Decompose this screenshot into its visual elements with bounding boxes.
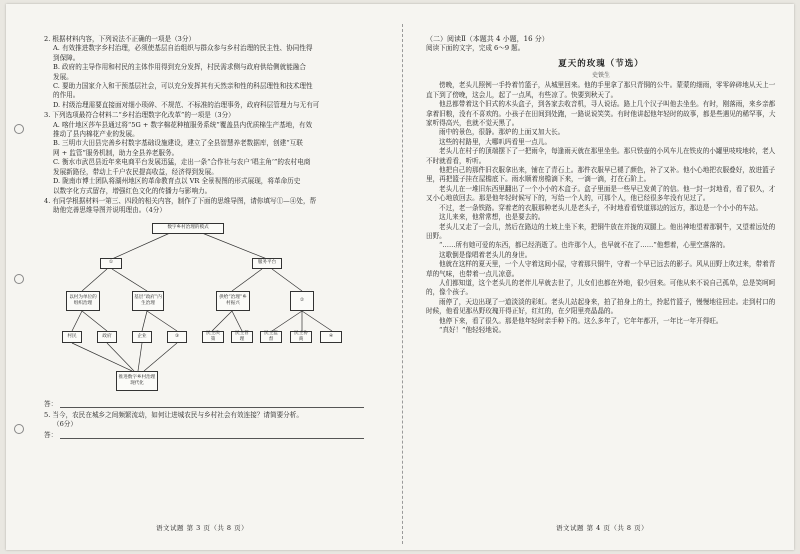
mindmap-mid-node: 供给“治理”乡村振兴: [216, 291, 250, 311]
mindmap-leaf-node: 政府: [97, 331, 117, 343]
q3-option: C. 衡水市武邑县近年来电商平台发展迅猛，走出一条“合作社与农户‘唱主角’”的农村电商: [53, 158, 311, 167]
connector: [112, 233, 170, 259]
connector: [72, 311, 82, 331]
passage-paragraph: 雨停了，天边出现了一道淡淡的彩虹。老头儿站起身来，拍了拍身上的土，拎起竹篮子，慢慢地往回走。走到村口的时候，他看见那丛野玫瑰开得正好，红红的，在夕阳里亮晶晶的。: [426, 297, 776, 316]
answer-label: 答：: [44, 430, 58, 439]
mind-map-diagram: [52, 219, 352, 399]
mindmap-mid-node: 以村为单位的组织治理: [66, 291, 100, 311]
passage-paragraph: 傍晚，老头儿照例一手拎着竹篮子，从城里回来。他的手里拿了那只青铜的公牛。蒙蒙的细雨，零零碎碎地从天上一直下到了傍晚，这会儿，起了一点风，有些凉了。快要到秋天了。: [426, 81, 776, 99]
q4-stem-cont: 助他完善思维导图并说明理由。（4分）: [53, 206, 166, 215]
q2-option: A. 有效推进数字乡村治理，必须使基层自治组织与群众参与乡村治理的民主性、协同性得: [53, 44, 313, 53]
passage-paragraph: “……所有她可爱的东西，都已经消逝了。也许那个人，也早就不在了……”他想着，心里空落落的。: [439, 241, 730, 250]
passage-paragraph: 他停下来，看了很久。那是他年轻时亲手种下的。这么多年了，它年年都开，一年比一年开得旺。: [439, 316, 723, 325]
connector: [272, 269, 302, 291]
q2-option: C. 要助力国家介入和干预基层社会，可以充分发挥其有天然亲和性的科层理性和技术理性: [53, 82, 313, 91]
mindmap-leaf-node: 企业: [132, 331, 152, 343]
q3-option: D. 陇南市博士团队将湖州地区的革命教育点以 VR 全景视图的形式展现，将革命历史: [53, 177, 301, 186]
q2-option: B. 政府的主导作用和村民的主体作用得到充分发挥，村民需求侧与政府供给侧就能融合: [53, 63, 307, 72]
passage-paragraph: 雨中的景色，很静。那炉的上面又加大长。: [439, 128, 565, 137]
connector: [72, 343, 132, 371]
answer-rule: [60, 438, 364, 439]
passage-paragraph: 他就在这样的夏天里，一个人守着这间小屋，守着那只铜牛，守着一个早已远去的影子。风从田野上吹过来，带着青草的气味，也带着一点儿凉意。: [426, 260, 776, 278]
mindmap-leaf-node: 民主决策: [202, 331, 224, 343]
q3-option: 发展新路径，带动上千户农民提高收益，经济得到发展。: [53, 167, 218, 176]
right-page: [426, 34, 776, 335]
section-heading: （二）阅读Ⅱ（本题共 4 小题，16 分）: [426, 35, 549, 43]
mindmap-left-branch-blank: ①: [100, 258, 122, 269]
connector: [147, 311, 177, 331]
mindmap-mid-node: 基层“政府”内生治理: [132, 291, 164, 311]
binding-hole: [14, 124, 24, 134]
binding-hole: [14, 274, 24, 284]
connector: [202, 233, 267, 259]
mindmap-leaf-node: 村民: [62, 331, 82, 343]
q3-option: A. 喀什地区莎车县通过将“5G + 数字棉花种植服务系统”覆盖县内优质棉生产基地，有效: [53, 120, 313, 129]
connector: [82, 311, 107, 331]
connector: [107, 343, 134, 371]
passage-author: 史铁生: [591, 72, 610, 80]
mindmap-root-node: 数字乡村治理的模式: [152, 223, 224, 234]
passage-paragraph: 老头儿又走了一会儿，然后在路边的土坡上坐下来，把铜牛放在并拢的双腿上。他出神地望着那铜牛，又望着远处的田野。: [426, 222, 776, 240]
q5-stem: 5. 当今，农民在城乡之间频繁流动，如何让进城农民与乡村社会有效连接？请简要分析。: [44, 410, 303, 419]
passage-paragraph: 不过，老一条铁路。穿着老的衣服那种老头儿是老头子，不时地看看铁道那边的远方，那边是一个小小的车站。: [439, 203, 763, 212]
q2-option: 发展。: [53, 72, 73, 81]
mindmap-leaf-node-blank: ④: [320, 331, 342, 343]
passage-paragraph: 他总都带着这个旧式的木头盒子，到各家去收音机，寻人说话。路上几个汉子叫他去坐坐。有时，刚落雨，来乡亲都拿着旧粮，没有不喜欢的。小孩子在田间到处跑，一路说说笑笑。有时他讲起他年轻时的故事，都是些遇见的稀罕事，大家听得高兴，也就不觉天黑了。: [426, 100, 776, 128]
connector: [272, 311, 302, 331]
mindmap-leaf-node: 民主监督: [260, 331, 282, 343]
left-page: [44, 34, 394, 441]
binding-hole: [14, 424, 24, 434]
q4-answer-line[interactable]: [44, 399, 394, 410]
passage-paragraph: 人们都知道，这个老头儿的老伴儿早就去世了，儿女们也都在外地，很少回来。可他从来不说自己孤单，总是笑呵呵的，像个孩子。: [426, 278, 776, 297]
connector: [144, 343, 177, 371]
passage-paragraph: 老头儿在村子的顶端摆下了一把雨伞，每逢雨天就在那里坐坐。那只铁壶的小风车儿在铁皮的小罐里吱吱地转，老人不时就看看，听听。: [426, 147, 776, 165]
q3-stem: 3. 下列选项最符合材料二“乡村治理数字化改革”的一项是（3分）: [44, 111, 235, 120]
q3-option: 推动了县内棉花产业的发展。: [53, 130, 139, 139]
passage-paragraph: 这歌倒是像唱着老头儿的身世。: [439, 250, 532, 259]
q3-option: 网 + 监管”服务机制，助力全县养老服务。: [53, 148, 179, 157]
connector: [232, 269, 262, 291]
passage-paragraph: 老头儿在一堆旧东西里翻出了一个小小的木盒子。盒子里面是一些早已发黄了的信。他一封一封地看，看了很久，才又小心地放回去。那是他年轻时候写下的，写给一个人的，可那个人，他已经很多年没有见过了。: [426, 184, 776, 203]
q3-option: 以数字化方式留存，增强红色文化的传播力与影响力。: [53, 186, 212, 195]
connector: [302, 311, 332, 331]
q2-option: D. 村级治理需要直接面对细小琐碎、不规范、不标准的治理事务，政府科层管理力与无有可: [53, 100, 320, 109]
exam-sheet: [6, 4, 794, 550]
answer-rule: [60, 407, 364, 408]
passage-title: 夏天的玫瑰（节选）: [558, 59, 644, 70]
connector: [112, 269, 147, 291]
binding-holes: [12, 4, 26, 550]
mindmap-leaf-node: 民主管理: [231, 331, 253, 343]
answer-label: 答：: [44, 399, 58, 408]
connector: [142, 311, 147, 331]
q2-option: 到保障。: [53, 53, 80, 62]
passage-paragraph: “真好！”他轻轻地说。: [439, 325, 506, 334]
q3-option: B. 三明市大田县完善乡村数字基础设施建设，建立了全县智慧养老数据库，创建“互联: [53, 139, 303, 148]
q5-score: （6分）: [53, 420, 77, 429]
right-page-footer: 语文试题 第 4 页（共 8 页）: [556, 524, 649, 532]
connector: [138, 343, 142, 371]
connector: [82, 269, 107, 291]
mindmap-leaf-node-blank: ③: [167, 331, 187, 343]
passage-paragraph: 他把自己的那件旧衣服拿出来，铺在了青石上。那件衣服早已褪了颜色，补了又补。他小心地把衣服叠好，放进篮子里，再把篮子挂在屋檐底下。雨水顺着房檐滴下来，一滴一滴，打在石阶上。: [426, 166, 776, 184]
left-page-footer: 语文试题 第 3 页（共 8 页）: [156, 524, 249, 532]
section-instruction: 阅读下面的文字，完成 6～9 题。: [426, 44, 525, 52]
q2-stem: 2. 根据材料内容，下列说法不正确的一项是（3分）: [44, 35, 196, 43]
passage-paragraph: 这儿来来，他常常想，也是要去的。: [439, 213, 545, 222]
mindmap-mid-node-blank: ②: [290, 291, 314, 311]
mindmap-leaf-node: 民主协商: [290, 331, 312, 343]
q4-stem: 4. 有同学根据材料一第三、四段的相关内容，制作了下面的思维导图，请你填写①—④处，帮: [44, 196, 317, 205]
connector: [212, 311, 232, 331]
mindmap-bottom-node: 推进数字乡村治理现代化: [116, 371, 158, 391]
q5-answer-line[interactable]: [44, 430, 394, 441]
page-gutter: [402, 24, 403, 544]
q2-option: 的作用。: [53, 91, 80, 100]
passage-paragraph: 这些的村路里，大哪叭吗看里一点儿。: [439, 137, 552, 146]
connector: [232, 311, 242, 331]
mindmap-right-branch-node: 服务平台: [252, 258, 282, 269]
